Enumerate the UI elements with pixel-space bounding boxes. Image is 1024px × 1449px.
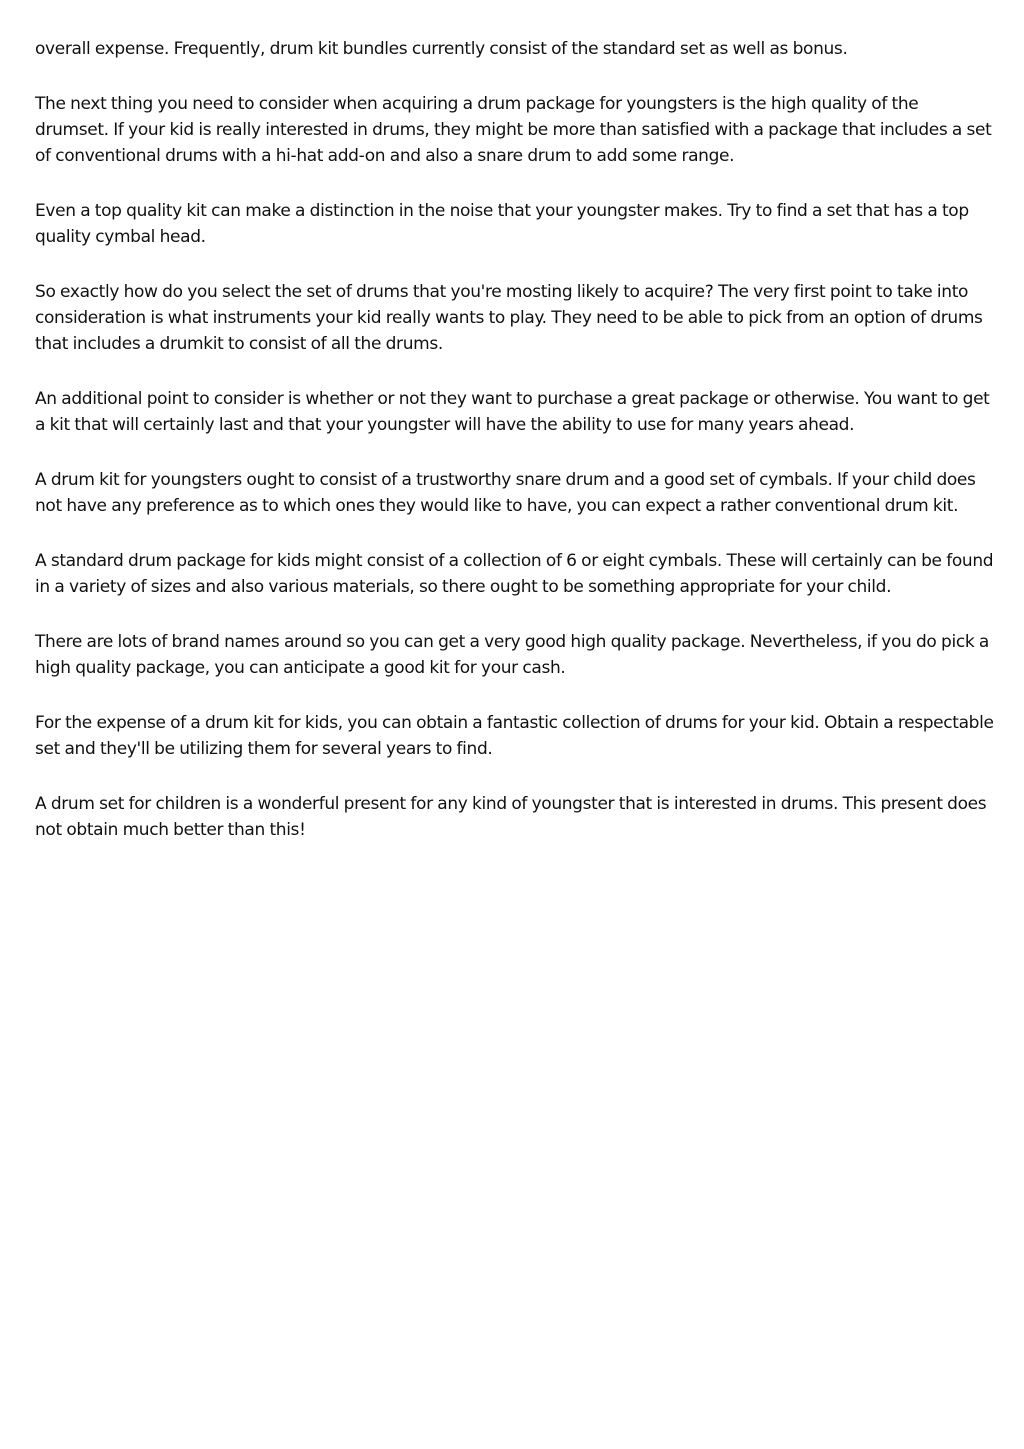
paragraph: Even a top quality kit can make a distinction in the noise that your youngster makes. Try to find a set that has a top quality cymbal head. <box>35 201 969 247</box>
paragraph: So exactly how do you select the set of drums that you're mosting likely to acquire? The very first point to take into consideration is what instruments your kid really wants to play. They need to be able to pick from an option of drums that includes a drumkit to consist of all the drums. <box>35 282 983 354</box>
paragraph: overall expense. Frequently, drum kit bundles currently consist of the standard set as well as bonus. <box>35 39 848 59</box>
paragraph: There are lots of brand names around so you can get a very good high quality package. Nevertheless, if you do pick a high quality package, you can anticipate a good kit for your cash. <box>35 632 989 678</box>
paragraph: A drum kit for youngsters ought to consist of a trustworthy snare drum and a good set of cymbals. If your child does not have any preference as to which ones they would like to have, you can expect a rather conventional drum kit. <box>35 470 976 516</box>
paragraph: For the expense of a drum kit for kids, you can obtain a fantastic collection of drums for your kid. Obtain a respectable set and they'll be utilizing them for several years to find. <box>35 713 994 759</box>
paragraph: A standard drum package for kids might consist of a collection of 6 or eight cymbals. These will certainly can be found in a variety of sizes and also various materials, so there ought to be something appropriate for your child. <box>35 551 994 597</box>
paragraph: A drum set for children is a wonderful present for any kind of youngster that is interested in drums. This present does not obtain much better than this! <box>35 794 987 840</box>
paragraph: The next thing you need to consider when acquiring a drum package for youngsters is the high quality of the drumset. If your kid is really interested in drums, they might be more than satisfied with a package that includes a set of conventional drums with a hi-hat add-on and also a snare drum to add some range. <box>35 94 992 166</box>
document-body <box>35 36 995 843</box>
paragraph: An additional point to consider is whether or not they want to purchase a great package or otherwise. You want to get a kit that will certainly last and that your youngster will have the ability to use for many years ahead. <box>35 389 990 435</box>
